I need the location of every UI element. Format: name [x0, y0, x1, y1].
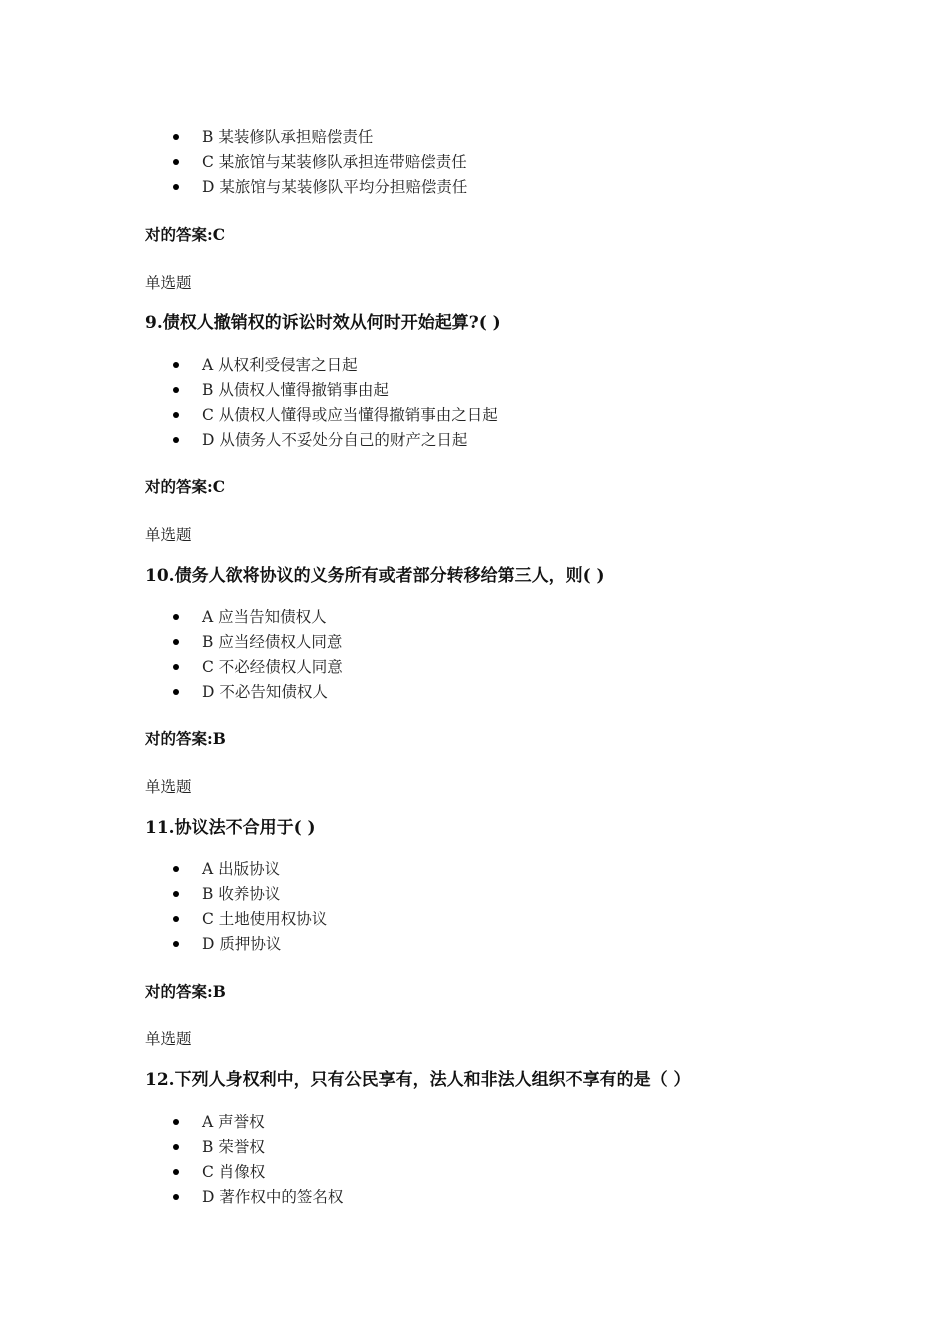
bullet-icon [173, 1144, 179, 1150]
q11-option-d: D 质押协议 [202, 934, 281, 954]
q9-answer: 对的答案:C [145, 477, 226, 496]
q8-option-c: C 某旅馆与某装修队承担连带赔偿责任 [202, 152, 467, 172]
q12-option-c: C 肖像权 [202, 1162, 265, 1182]
bullet-icon [173, 916, 179, 922]
q12-option-b: B 荣誉权 [202, 1137, 265, 1157]
q10-question: 10.债务人欲将协议的义务所有或者部分转移给第三人，则( ) [145, 566, 605, 586]
q10-option-b: B 应当经债权人同意 [202, 632, 342, 652]
q12-option-d: D 著作权中的签名权 [202, 1187, 343, 1207]
q12-question: 12.下列人身权利中，只有公民享有，法人和非法人组织不享有的是（ ） [145, 1070, 691, 1090]
bullet-icon [173, 1194, 179, 1200]
q10-option-a: A 应当告知债权人 [202, 607, 327, 627]
q12-type: 单选题 [145, 1030, 192, 1048]
q11-option-c: C 土地使用权协议 [202, 909, 327, 929]
bullet-icon [173, 362, 179, 368]
bullet-icon [173, 1169, 179, 1175]
bullet-icon [173, 184, 179, 190]
bullet-icon [173, 689, 179, 695]
bullet-icon [173, 1119, 179, 1125]
bullet-icon [173, 614, 179, 620]
bullet-icon [173, 437, 179, 443]
q9-option-a: A 从权利受侵害之日起 [202, 355, 358, 375]
q10-type: 单选题 [145, 526, 192, 544]
bullet-icon [173, 941, 179, 947]
q9-option-c: C 从债权人懂得或应当懂得撤销事由之日起 [202, 405, 498, 425]
q11-answer: 对的答案:B [145, 982, 226, 1001]
q10-option-d: D 不必告知债权人 [202, 682, 328, 702]
bullet-icon [173, 639, 179, 645]
q10-answer: 对的答案:B [145, 729, 226, 748]
q9-option-b: B 从债权人懂得撤销事由起 [202, 380, 389, 400]
q11-option-a: A 出版协议 [202, 859, 280, 879]
bullet-icon [173, 159, 179, 165]
bullet-icon [173, 866, 179, 872]
bullet-icon [173, 134, 179, 140]
bullet-icon [173, 664, 179, 670]
bullet-icon [173, 387, 179, 393]
q10-option-c: C 不必经债权人同意 [202, 657, 343, 677]
q9-question: 9.债权人撤销权的诉讼时效从何时开始起算?( ) [145, 313, 501, 333]
bullet-icon [173, 412, 179, 418]
q9-option-d: D 从债务人不妥处分自己的财产之日起 [202, 430, 467, 450]
q11-question: 11.协议法不合用于( ) [145, 818, 316, 838]
q8-answer: 对的答案:C [145, 225, 226, 244]
q8-option-d: D 某旅馆与某装修队平均分担赔偿责任 [202, 177, 467, 197]
q9-type: 单选题 [145, 274, 192, 292]
q11-type: 单选题 [145, 778, 192, 796]
bullet-icon [173, 891, 179, 897]
q12-option-a: A 声誉权 [202, 1112, 265, 1132]
q8-option-b: B 某装修队承担赔偿责任 [202, 127, 373, 147]
q11-option-b: B 收养协议 [202, 884, 280, 904]
